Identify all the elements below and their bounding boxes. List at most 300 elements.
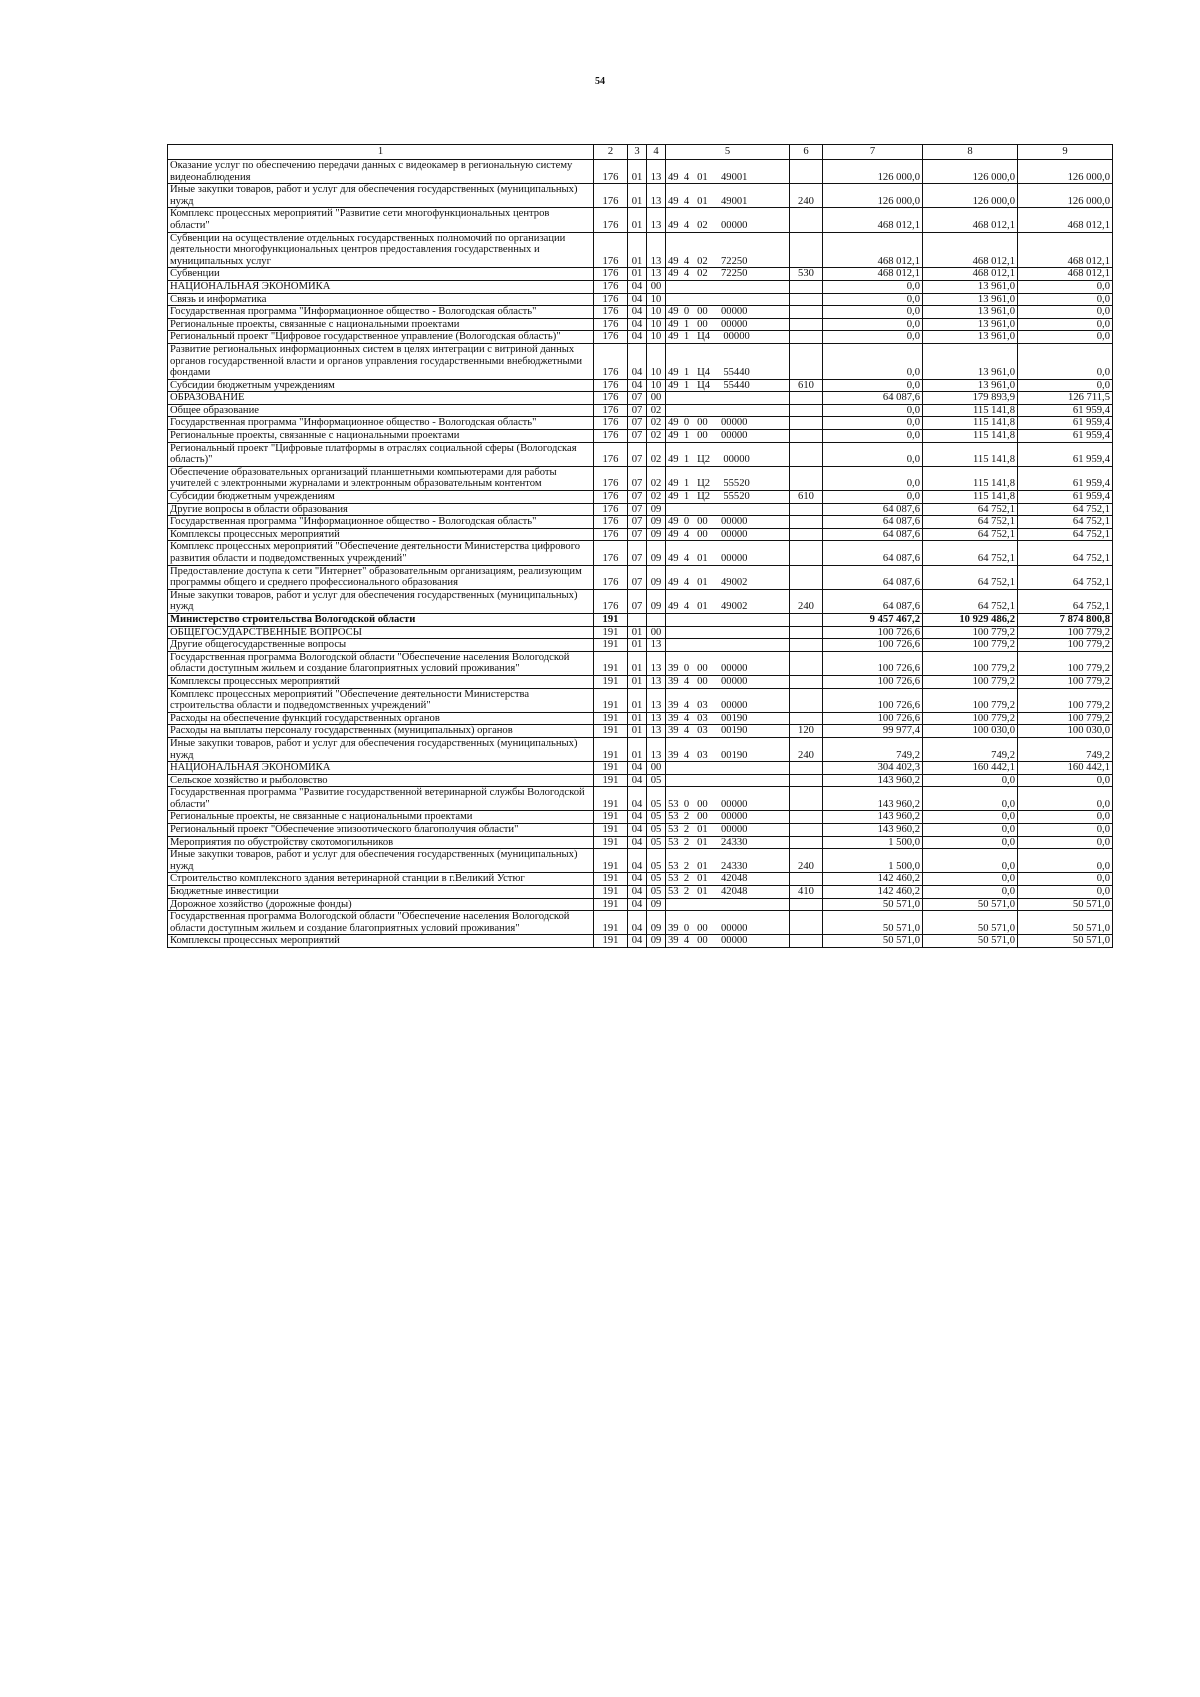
amount-col8-cell: 50 571,0 [923,898,1018,911]
table-row [168,725,1113,738]
amount-col9-cell: 50 571,0 [1018,935,1113,948]
expense-type-cell [790,293,823,306]
subsection-code-cell: 05 [647,886,666,899]
amount-col9-cell: 50 571,0 [1018,911,1113,935]
ministry-code-cell: 176 [594,379,628,392]
expense-type-cell: 240 [790,737,823,761]
amount-col7-cell: 64 087,6 [823,516,923,529]
ministry-code-cell: 176 [594,318,628,331]
row-name-cell: Региональные проекты, не связанные с национальными проектами [168,811,594,824]
amount-col8-cell: 13 961,0 [923,343,1018,379]
row-name-cell: Государственная программа "Информационное общество - Вологодская область" [168,417,594,430]
expense-type-cell [790,208,823,232]
amount-col9-cell: 64 752,1 [1018,541,1113,565]
amount-col8-cell: 13 961,0 [923,306,1018,319]
ministry-code-cell: 191 [594,774,628,787]
subsection-code-cell: 10 [647,343,666,379]
table-header [168,145,1113,160]
target-article-cell: 39 4 03 00000 [666,688,790,712]
subsection-code-cell: 05 [647,873,666,886]
table-row [168,762,1113,775]
ministry-code-cell: 191 [594,762,628,775]
target-article-cell [666,774,790,787]
table-row [168,318,1113,331]
table-row [168,626,1113,639]
section-code-cell: 04 [628,886,647,899]
amount-col7-cell: 100 726,6 [823,712,923,725]
amount-col7-cell: 468 012,1 [823,268,923,281]
row-name-cell: Развитие региональных информационных систем в целях интеграции с витриной данных органов государственной власти и органов управления государственными внебюджетными фондами [168,343,594,379]
table-row [168,811,1113,824]
amount-col7-cell: 0,0 [823,417,923,430]
amount-col7-cell: 143 960,2 [823,811,923,824]
ministry-code-cell: 191 [594,725,628,738]
target-article-cell [666,613,790,626]
table-row [168,541,1113,565]
target-article-cell: 49 4 01 49001 [666,160,790,184]
ministry-code-cell: 191 [594,613,628,626]
subsection-code-cell: 13 [647,725,666,738]
subsection-code-cell: 10 [647,331,666,344]
subsection-code-cell: 13 [647,208,666,232]
row-name-cell: Бюджетные инвестиции [168,886,594,899]
expense-type-cell [790,787,823,811]
table-row [168,613,1113,626]
table-row [168,379,1113,392]
subsection-code-cell: 05 [647,811,666,824]
amount-col7-cell: 0,0 [823,343,923,379]
amount-col7-cell: 100 726,6 [823,688,923,712]
target-article-cell [666,762,790,775]
section-code-cell: 07 [628,417,647,430]
subsection-code-cell: 00 [647,392,666,405]
target-article-cell: 49 1 Ц4 55440 [666,343,790,379]
amount-col7-cell: 64 087,6 [823,503,923,516]
column-header: 9 [1018,145,1113,160]
amount-col7-cell: 0,0 [823,430,923,443]
section-code-cell: 04 [628,787,647,811]
table-row [168,442,1113,466]
ministry-code-cell: 176 [594,516,628,529]
ministry-code-cell: 191 [594,712,628,725]
target-article-cell: 49 0 00 00000 [666,306,790,319]
target-article-cell: 39 4 00 00000 [666,935,790,948]
expense-type-cell [790,430,823,443]
ministry-code-cell: 176 [594,541,628,565]
table-row [168,651,1113,675]
amount-col9-cell: 160 442,1 [1018,762,1113,775]
subsection-code-cell: 10 [647,306,666,319]
section-code-cell: 04 [628,762,647,775]
section-code-cell: 04 [628,935,647,948]
subsection-code-cell: 09 [647,516,666,529]
row-name-cell: Расходы на обеспечение функций государственных органов [168,712,594,725]
expense-type-cell [790,675,823,688]
table-row [168,935,1113,948]
amount-col8-cell: 468 012,1 [923,268,1018,281]
amount-col8-cell: 468 012,1 [923,208,1018,232]
row-name-cell: Оказание услуг по обеспечению передачи данных с видеокамер в региональную систему видеонаблюдения [168,160,594,184]
section-code-cell: 04 [628,306,647,319]
section-code-cell: 04 [628,774,647,787]
amount-col8-cell: 100 779,2 [923,712,1018,725]
target-article-cell [666,639,790,652]
subsection-code-cell: 02 [647,417,666,430]
ministry-code-cell: 176 [594,417,628,430]
target-article-cell [666,404,790,417]
table-row [168,392,1113,405]
section-code-cell: 04 [628,293,647,306]
table-row [168,516,1113,529]
table-row [168,466,1113,490]
column-header: 4 [647,145,666,160]
section-code-cell: 01 [628,675,647,688]
subsection-code-cell: 09 [647,898,666,911]
ministry-code-cell: 176 [594,306,628,319]
expense-type-cell [790,836,823,849]
target-article-cell: 49 1 Ц4 00000 [666,331,790,344]
subsection-code-cell: 13 [647,639,666,652]
column-header: 3 [628,145,647,160]
section-code-cell: 04 [628,379,647,392]
target-article-cell [666,293,790,306]
amount-col8-cell: 10 929 486,2 [923,613,1018,626]
ministry-code-cell: 191 [594,836,628,849]
ministry-code-cell: 176 [594,343,628,379]
amount-col9-cell: 0,0 [1018,811,1113,824]
target-article-cell: 53 2 00 00000 [666,811,790,824]
expense-type-cell [790,528,823,541]
subsection-code-cell: 09 [647,541,666,565]
section-code-cell: 04 [628,849,647,873]
amount-col9-cell: 0,0 [1018,318,1113,331]
subsection-code-cell: 02 [647,466,666,490]
row-name-cell: Комплексы процессных мероприятий [168,528,594,541]
amount-col8-cell: 50 571,0 [923,935,1018,948]
expense-type-cell [790,688,823,712]
target-article-cell: 49 4 01 00000 [666,541,790,565]
amount-col9-cell: 7 874 800,8 [1018,613,1113,626]
amount-col7-cell: 143 960,2 [823,824,923,837]
page-number: 54 [595,76,605,87]
target-article-cell: 53 2 01 24330 [666,849,790,873]
target-article-cell: 49 4 02 72250 [666,268,790,281]
table-row [168,824,1113,837]
row-name-cell: Региональные проекты, связанные с национальными проектами [168,430,594,443]
amount-col9-cell: 0,0 [1018,824,1113,837]
amount-col8-cell: 115 141,8 [923,417,1018,430]
table-row [168,836,1113,849]
subsection-code-cell: 13 [647,232,666,268]
row-name-cell: Комплекс процессных мероприятий "Обеспечение деятельности Министерства цифрового развития области и подведомственных учреждений" [168,541,594,565]
amount-col9-cell: 0,0 [1018,787,1113,811]
subsection-code-cell: 02 [647,404,666,417]
table-row [168,873,1113,886]
subsection-code-cell: 13 [647,160,666,184]
amount-col7-cell: 126 000,0 [823,160,923,184]
row-name-cell: Связь и информатика [168,293,594,306]
section-code-cell: 01 [628,725,647,738]
expense-type-cell [790,626,823,639]
amount-col9-cell: 61 959,4 [1018,442,1113,466]
table-row [168,911,1113,935]
row-name-cell: Дорожное хозяйство (дорожные фонды) [168,898,594,911]
amount-col9-cell: 0,0 [1018,836,1113,849]
row-name-cell: Комплекс процессных мероприятий "Обеспечение деятельности Министерства строительства области и подведомственных учреждений" [168,688,594,712]
section-code-cell: 04 [628,836,647,849]
section-code-cell: 04 [628,898,647,911]
section-code-cell: 07 [628,516,647,529]
amount-col9-cell: 0,0 [1018,873,1113,886]
ministry-code-cell: 176 [594,208,628,232]
section-code-cell: 07 [628,565,647,589]
ministry-code-cell: 176 [594,442,628,466]
amount-col8-cell: 115 141,8 [923,466,1018,490]
table-row [168,737,1113,761]
amount-col7-cell: 50 571,0 [823,935,923,948]
table-row [168,787,1113,811]
amount-col7-cell: 0,0 [823,466,923,490]
expense-type-cell [790,160,823,184]
table-row [168,898,1113,911]
expense-type-cell: 240 [790,589,823,613]
amount-col9-cell: 61 959,4 [1018,430,1113,443]
amount-col7-cell: 64 087,6 [823,589,923,613]
row-name-cell: Комплексы процессных мероприятий [168,675,594,688]
row-name-cell: ОБРАЗОВАНИЕ [168,392,594,405]
expense-type-cell [790,774,823,787]
section-code-cell: 07 [628,392,647,405]
expense-type-cell [790,613,823,626]
expense-type-cell [790,541,823,565]
row-name-cell: Государственная программа Вологодской области "Обеспечение населения Вологодской области доступным жильем и создание благоприятных условий проживания" [168,911,594,935]
amount-col9-cell: 0,0 [1018,331,1113,344]
row-name-cell: НАЦИОНАЛЬНАЯ ЭКОНОМИКА [168,762,594,775]
expense-type-cell [790,331,823,344]
section-code-cell: 01 [628,688,647,712]
target-article-cell [666,898,790,911]
ministry-code-cell: 191 [594,639,628,652]
amount-col7-cell: 64 087,6 [823,565,923,589]
column-header: 7 [823,145,923,160]
expense-type-cell: 610 [790,491,823,504]
subsection-code-cell: 13 [647,268,666,281]
row-name-cell: НАЦИОНАЛЬНАЯ ЭКОНОМИКА [168,280,594,293]
target-article-cell: 39 4 03 00190 [666,737,790,761]
target-article-cell: 53 2 01 42048 [666,886,790,899]
amount-col8-cell: 749,2 [923,737,1018,761]
row-name-cell: Субвенции на осуществление отдельных государственных полномочий по организации деятельности многофункциональных центров предоставления государственных и муниципальных услуг [168,232,594,268]
ministry-code-cell: 191 [594,849,628,873]
ministry-code-cell: 176 [594,466,628,490]
amount-col9-cell: 468 012,1 [1018,268,1113,281]
expense-type-cell [790,404,823,417]
expense-type-cell: 530 [790,268,823,281]
table-row [168,417,1113,430]
expense-type-cell [790,911,823,935]
row-name-cell: Министерство строительства Вологодской области [168,613,594,626]
amount-col8-cell: 13 961,0 [923,318,1018,331]
subsection-code-cell: 05 [647,787,666,811]
amount-col9-cell: 0,0 [1018,379,1113,392]
table-row [168,160,1113,184]
amount-col8-cell: 126 000,0 [923,184,1018,208]
ministry-code-cell: 191 [594,651,628,675]
expense-type-cell [790,503,823,516]
expense-type-cell [790,651,823,675]
section-code-cell: 04 [628,811,647,824]
target-article-cell: 39 4 03 00190 [666,725,790,738]
amount-col8-cell: 50 571,0 [923,911,1018,935]
table-row [168,503,1113,516]
amount-col9-cell: 64 752,1 [1018,516,1113,529]
amount-col9-cell: 100 779,2 [1018,639,1113,652]
row-name-cell: ОБЩЕГОСУДАРСТВЕННЫЕ ВОПРОСЫ [168,626,594,639]
target-article-cell [666,280,790,293]
row-name-cell: Комплекс процессных мероприятий "Развитие сети многофункциональных центров области" [168,208,594,232]
expense-type-cell [790,935,823,948]
target-article-cell: 39 4 00 00000 [666,675,790,688]
amount-col7-cell: 99 977,4 [823,725,923,738]
subsection-code-cell: 09 [647,589,666,613]
section-code-cell [628,613,647,626]
target-article-cell: 49 0 00 00000 [666,516,790,529]
section-code-cell: 07 [628,528,647,541]
expense-type-cell: 610 [790,379,823,392]
amount-col7-cell: 304 402,3 [823,762,923,775]
ministry-code-cell: 176 [594,293,628,306]
amount-col8-cell: 64 752,1 [923,541,1018,565]
subsection-code-cell: 02 [647,491,666,504]
table-row [168,565,1113,589]
row-name-cell: Государственная программа Вологодской области "Обеспечение населения Вологодской области доступным жильем и создание благоприятных условий проживания" [168,651,594,675]
amount-col7-cell: 142 460,2 [823,873,923,886]
table-row [168,331,1113,344]
row-name-cell: Субсидии бюджетным учреждениям [168,491,594,504]
amount-col7-cell: 1 500,0 [823,836,923,849]
target-article-cell [666,503,790,516]
target-article-cell: 49 4 01 49001 [666,184,790,208]
amount-col9-cell: 126 711,5 [1018,392,1113,405]
amount-col8-cell: 0,0 [923,849,1018,873]
amount-col8-cell: 115 141,8 [923,491,1018,504]
budget-table [167,144,1113,948]
subsection-code-cell: 13 [647,651,666,675]
amount-col8-cell: 0,0 [923,836,1018,849]
table-row [168,184,1113,208]
table-row [168,208,1113,232]
amount-col7-cell: 468 012,1 [823,232,923,268]
subsection-code-cell: 00 [647,280,666,293]
row-name-cell: Региональные проекты, связанные с национальными проектами [168,318,594,331]
amount-col8-cell: 179 893,9 [923,392,1018,405]
ministry-code-cell: 191 [594,935,628,948]
section-code-cell: 07 [628,442,647,466]
row-name-cell: Мероприятия по обустройству скотомогильников [168,836,594,849]
amount-col9-cell: 61 959,4 [1018,404,1113,417]
ministry-code-cell: 176 [594,160,628,184]
amount-col7-cell: 64 087,6 [823,541,923,565]
expense-type-cell [790,306,823,319]
row-name-cell: Строительство комплексного здания ветеринарной станции в г.Великий Устюг [168,873,594,886]
row-name-cell: Комплексы процессных мероприятий [168,935,594,948]
row-name-cell: Иные закупки товаров, работ и услуг для обеспечения государственных (муниципальных) нужд [168,589,594,613]
table-row [168,343,1113,379]
amount-col8-cell: 100 779,2 [923,675,1018,688]
amount-col7-cell: 143 960,2 [823,787,923,811]
amount-col7-cell: 142 460,2 [823,886,923,899]
table-row [168,774,1113,787]
ministry-code-cell: 176 [594,184,628,208]
table-row [168,675,1113,688]
section-code-cell: 04 [628,824,647,837]
table-row [168,491,1113,504]
expense-type-cell [790,712,823,725]
table-row [168,849,1113,873]
amount-col8-cell: 100 779,2 [923,688,1018,712]
ministry-code-cell: 191 [594,737,628,761]
target-article-cell: 49 1 Ц2 00000 [666,442,790,466]
expense-type-cell [790,280,823,293]
table-row [168,280,1113,293]
row-name-cell: Иные закупки товаров, работ и услуг для обеспечения государственных (муниципальных) нужд [168,184,594,208]
subsection-code-cell: 13 [647,675,666,688]
subsection-code-cell: 13 [647,688,666,712]
amount-col9-cell: 0,0 [1018,306,1113,319]
amount-col9-cell: 749,2 [1018,737,1113,761]
ministry-code-cell: 191 [594,898,628,911]
target-article-cell: 49 4 02 72250 [666,232,790,268]
amount-col9-cell: 0,0 [1018,280,1113,293]
amount-col7-cell: 50 571,0 [823,911,923,935]
amount-col7-cell: 0,0 [823,306,923,319]
amount-col8-cell: 160 442,1 [923,762,1018,775]
amount-col9-cell: 0,0 [1018,849,1113,873]
table-row [168,232,1113,268]
amount-col8-cell: 64 752,1 [923,565,1018,589]
section-code-cell: 04 [628,911,647,935]
expense-type-cell [790,639,823,652]
ministry-code-cell: 191 [594,911,628,935]
section-code-cell: 04 [628,343,647,379]
ministry-code-cell: 176 [594,491,628,504]
amount-col9-cell: 100 779,2 [1018,626,1113,639]
target-article-cell [666,626,790,639]
expense-type-cell [790,417,823,430]
expense-type-cell [790,442,823,466]
ministry-code-cell: 191 [594,787,628,811]
header-row [168,145,1113,160]
amount-col8-cell: 64 752,1 [923,516,1018,529]
amount-col7-cell: 0,0 [823,491,923,504]
expense-type-cell [790,343,823,379]
row-name-cell: Субсидии бюджетным учреждениям [168,379,594,392]
row-name-cell: Государственная программа "Информационное общество - Вологодская область" [168,516,594,529]
subsection-code-cell [647,613,666,626]
target-article-cell: 53 0 00 00000 [666,787,790,811]
amount-col7-cell: 0,0 [823,404,923,417]
subsection-code-cell: 10 [647,293,666,306]
column-header: 5 [666,145,790,160]
target-article-cell: 49 1 00 00000 [666,318,790,331]
amount-col8-cell: 64 752,1 [923,528,1018,541]
amount-col9-cell: 100 779,2 [1018,675,1113,688]
ministry-code-cell: 176 [594,430,628,443]
expense-type-cell [790,392,823,405]
column-header: 2 [594,145,628,160]
subsection-code-cell: 10 [647,379,666,392]
subsection-code-cell: 00 [647,626,666,639]
